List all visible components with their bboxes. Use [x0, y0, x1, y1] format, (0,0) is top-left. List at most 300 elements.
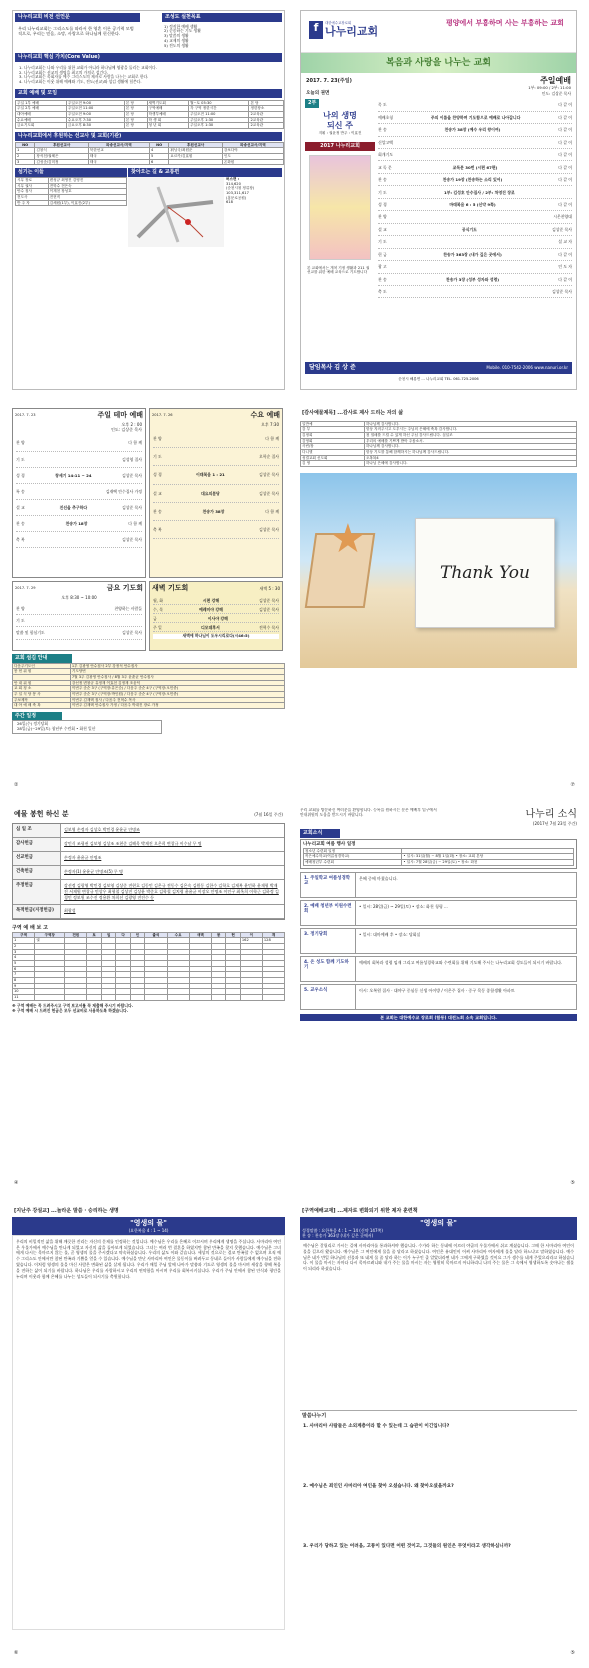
table-cell: 청소년 수련회 일정 [304, 848, 402, 854]
offering-type: 목적헌금(지정헌금) [13, 905, 61, 918]
wed-row [153, 430, 279, 448]
wednesday-service [149, 408, 283, 578]
dawn-row [153, 596, 279, 605]
offering-names: 김보영 손정자 김상호 박민경 윤윤균 안명조 [64, 827, 140, 833]
thanks-row [301, 461, 577, 467]
table-cell [101, 994, 115, 1000]
offering-row [13, 880, 284, 905]
row-field: 찬 양 [16, 440, 25, 446]
table-cell: 감 부 [301, 427, 365, 433]
row-field: 묵 도 [378, 102, 387, 108]
core-value-item: 4. 나누리교회는 이웃 위해 예배와 기도, 전도(선교)와 섬김 생활에 힘쓴다. [19, 79, 142, 85]
row-field: 축 복 [153, 526, 162, 532]
order-row [378, 161, 572, 173]
row-field: 말씀 및 합심기도 [16, 630, 45, 636]
table-cell [226, 994, 240, 1000]
dawn-title: 새벽 기도회 [152, 584, 189, 592]
table-cell: 장석천/권혜은 [35, 154, 88, 160]
practice-item: 4) 교제의 생활 [164, 38, 189, 44]
core-value-item: 1. 나누리교회는 나와 우리를 위한 교회가 아니라 하나님께 영광을 돌리는 교회이다. [19, 64, 157, 70]
wed-title: 수요 예배 [250, 411, 280, 419]
banner: 복음과 사랑을 나누는 교회 [301, 53, 576, 73]
table-cell: 일반예 [301, 421, 365, 427]
news-item-text: • 일시: 대마예배 후 • 장소: 당회실 [359, 931, 421, 937]
table-cell: 본 당 [124, 100, 147, 106]
table-cell: 주일오후 1:30 [189, 123, 249, 129]
table-cell: 강선정 변창규 유정재 이효천 김정재 조윤덕 [70, 680, 284, 686]
sunday-row [16, 484, 142, 500]
offering-row [13, 838, 284, 852]
sermon-page-title: [지난주 강설교] ...놀라운 말씀 · 승리하는 생명 [14, 1208, 119, 1214]
row-field [387, 289, 552, 294]
news-item-title: 2. 예배 청년부 이원수련회 [301, 901, 356, 925]
row-field [25, 457, 122, 462]
table-cell: 교 회 청 소 [13, 686, 71, 692]
table-cell: 대 아 예 배 축 복 [13, 703, 71, 709]
row-field: 찬 양 [153, 436, 162, 442]
table-cell [35, 994, 65, 1000]
service-name: 주일예배 [540, 76, 571, 85]
offering-names: 강선정 김광영 박민경 김보영 김상준 전현호 김동민 김은규 전동수 김은숙 김원동 김한수 김학호 김재복 윤민하 윤재형 박재진 서재원 변창규 민상우 최형철 김상진 김상윤 박준호 김학철 김치령 윤윤균 이장오 안명조 이인구 최옥희 이학근 김하정 김경민 정보원 조수진 정용환 차희선 김광영 전진수 등 [64, 883, 279, 901]
table-cell: 요르카/김효원 [169, 154, 222, 160]
column-header: 토 [87, 932, 101, 938]
row-field: 다 같 이 [558, 201, 572, 207]
table-cell: 1 [16, 148, 35, 154]
table-cell: 김 영 [301, 461, 365, 467]
wed-row [153, 466, 279, 484]
row-field: 다 함 께 [128, 440, 142, 446]
table-cell: 6 [13, 966, 35, 972]
summer-title: 나누리교회 여름 행사 일정 [303, 841, 356, 847]
row-field [162, 436, 265, 441]
side-badge: 2부 [305, 99, 319, 108]
table-cell [262, 994, 284, 1000]
news-item-text: 예배의 회복과 성령 임재 그리고 여름성경학교와 수련회를 위해 기도해 주시는 나누리교회 성도들이 되시기 바랍니다. [359, 959, 563, 965]
wed-row [153, 521, 279, 539]
bus-item: 314,620 [226, 181, 241, 186]
dawn-row [153, 614, 279, 623]
table-cell: 1 [13, 938, 35, 944]
row-field: 기 도 [16, 618, 25, 624]
order-row [378, 137, 572, 149]
study-hymn: 찬 송 : 찬송가 363장 (내가 깊은 곳에서) [302, 1232, 374, 1238]
service-leader: 인도: 김상준 목사 [541, 90, 571, 96]
table-cell: 월~토 05:30 [189, 100, 249, 106]
table-cell [145, 994, 167, 1000]
summer-table [303, 848, 574, 866]
row-field [387, 264, 558, 269]
row-field: 주 일 [153, 624, 162, 630]
table-cell: 시무 장로 [16, 177, 49, 183]
column-header: 계 [262, 932, 284, 938]
row-field: 다 같 이 [558, 251, 572, 257]
order-row [378, 261, 572, 273]
table-cell: 4 [13, 955, 35, 961]
sunday-row [16, 516, 142, 532]
sunday-row [16, 435, 142, 451]
table-cell: 전도사 [16, 194, 49, 200]
column-header: 수요 [167, 932, 189, 938]
table-cell: 수요예배 [16, 117, 67, 123]
column-header: 헌 [226, 932, 240, 938]
news-item [300, 900, 577, 926]
column-header: 전원 [65, 932, 87, 938]
offering-row [13, 866, 284, 880]
row-field: 김상준 목사 [121, 630, 142, 636]
discussion-question: 1. 사마리아 사람들은 소외계층이라 할 수 있는데 그 습관이 이긴입니다? [303, 1424, 450, 1430]
row-field: 신앙고백 [378, 139, 394, 145]
location-map [128, 177, 224, 247]
page-6 [12, 1206, 285, 1658]
row-field [393, 140, 558, 145]
offering-row [13, 852, 284, 866]
sunday-row [16, 532, 142, 548]
table-cell: 사빈/장 [301, 444, 365, 450]
table-cell [240, 994, 262, 1000]
core-value-item: 2. 나누리교회는 선교의 생명을 최고의 가치로 섬긴다. [19, 69, 109, 75]
service-row [16, 123, 284, 129]
mission-row [16, 159, 284, 165]
report-title: 구역 예 배 보 고 [12, 925, 48, 932]
dawn-row [153, 605, 279, 614]
order-row [378, 211, 572, 223]
news-section-title: 교회소식 [300, 829, 340, 838]
table-cell: 안수 집사 [16, 189, 49, 195]
bus-item: 618 [226, 200, 233, 205]
dawn-time: 새벽 5 : 30 [259, 585, 280, 591]
church-note: 본 교회에서는 개척 기정 생활과 211 권 선교를 위한 예배 교육으로 기도합니다 [307, 265, 370, 275]
table-cell: 본 당 [124, 123, 147, 129]
wed-row [153, 503, 279, 521]
row-field: 찬송가 38장 (예수 우리 왕이여) [444, 127, 501, 133]
sunday-row [16, 500, 142, 516]
row-field: 마태복음 6 : 5 (신약 9쪽) [449, 201, 496, 207]
row-field: 김상준 목사 [258, 472, 279, 478]
row-field [25, 537, 122, 542]
table-cell [167, 994, 189, 1000]
offering-names: 최광성 [64, 908, 76, 914]
cover-left-page [12, 10, 285, 390]
row-field: 찬양하는 사람들 [114, 606, 142, 612]
table-cell: 이번주 김재택 안수집사 가정 / 다음주 박대진 장로 가정 [70, 703, 284, 709]
table-cell: 다음주기도인 [13, 663, 71, 669]
table-cell: 7 [13, 972, 35, 978]
table-cell [116, 994, 130, 1000]
practice-list [162, 23, 282, 52]
page-number: ⑦ [570, 781, 575, 788]
table-cell: 주일오후 1:30 [189, 117, 249, 123]
row-field: 찬송가 38장 [202, 508, 225, 514]
row-field: 특 송 [16, 488, 25, 494]
news-item-title: 1. 주일학교 여름성경학교 [301, 873, 356, 897]
offering-names: 손정자(1) 윤윤균 안명조(5) 무 명 [64, 869, 123, 875]
offering-type: 십 일 조 [13, 824, 61, 837]
row-field: 교독문 30번 (시편 67편) [452, 164, 498, 170]
weekly-title: 주간 일정 [12, 712, 62, 721]
table-cell: 2 [13, 943, 35, 949]
vision-text: 우리 나누리교회는 그리스도를 따라서 한 영혼 이른 공기력 모범적으로, 우리는 믿음, 소망, 사랑으로 하나님께 헌신한다. [18, 25, 134, 36]
practice-item: 1) 정직한 예배 생활 [164, 23, 198, 29]
table-cell: 주보제작 [13, 697, 71, 703]
row-field: 찬송가 3장 (성부 성자와 성령) [445, 276, 500, 282]
row-field [25, 489, 106, 494]
info-title: 섬기는 이들 [15, 168, 127, 177]
table-cell: 128 [262, 938, 284, 944]
row-field: 다 같 이 [558, 276, 572, 282]
staff-row [16, 200, 127, 206]
thanks-title: [감사예물제목] ...감사로 제사 드리는 자의 삶 [302, 410, 404, 416]
row-field: 다 같 이 [558, 152, 572, 158]
news-item-title: 4. 온 성도 함께 기도하기 [301, 957, 356, 981]
sermon-reference: (요한복음 4 : 1 ~ 14) [128, 1227, 169, 1233]
sunday-row [16, 452, 142, 468]
table-cell: 반 주 자 [16, 200, 49, 206]
service-time: 1부: 09:00 / 2부: 11:00 [528, 85, 571, 91]
row-field: 월, 화 [153, 597, 163, 603]
row-field: 찬 송 [378, 276, 387, 282]
order-row [378, 224, 572, 236]
row-field: 금 [153, 615, 157, 621]
table-cell: 청 년 회 [147, 123, 189, 129]
choir-info: 지휘 : 권윤정 반주 : 이효진 [318, 131, 362, 136]
table-cell: 우리의 예배를 기쁘게 받아 주옵소서. [364, 438, 576, 444]
table-cell: 4 [149, 148, 168, 154]
table-cell: 안 내 위 원 [13, 680, 71, 686]
row-field [387, 214, 553, 219]
map-title: 찾아오는 길 & 교통편 [128, 168, 282, 177]
table-cell: 구역예배 [147, 106, 189, 112]
row-field: 이사야 강해 [207, 615, 228, 621]
column-header: 출석 [145, 932, 167, 938]
row-field: 기 도 [153, 454, 162, 460]
table-cell: 금요기도회 [16, 123, 67, 129]
row-field: 김성영 집사 [121, 456, 142, 462]
row-field: 다 같 이 [558, 177, 572, 183]
order-row [378, 199, 572, 211]
table-cell: 첫 열매를 드릴 수 있게 하신 주님 감사드립니다. 십일조 [364, 432, 576, 438]
table-cell: 김성준/김미정 [35, 159, 88, 165]
row-field: 다 같 이 [558, 164, 572, 170]
fri-row [16, 615, 142, 627]
row-field: 찬 송 [16, 520, 25, 526]
services-table [15, 100, 284, 129]
column-header: 후원선교사 [35, 142, 88, 148]
table-cell: 주일오전 9:00 [66, 112, 124, 118]
table-cell: 김창식 [35, 148, 88, 154]
table-cell: 휘닝국/최원준 [169, 148, 222, 154]
row-field: 디모데후서 [200, 624, 220, 630]
sunday-leader: 인도: 김상준 목사 [111, 427, 142, 433]
page-3 [300, 408, 577, 790]
news-item-text: 이시: 오복원 집사 · 대야구 중심동 신생 아이방 / 이은주 집사 · 중구 목동 종합생활 아파트 [359, 987, 515, 993]
row-field: 성 경 [153, 472, 162, 478]
column-header: 새벽 [189, 932, 211, 938]
table-cell: 예배청년부 수련회 [304, 859, 402, 865]
church-name: 나누리교회 [325, 25, 379, 38]
row-field: 기 도 [378, 189, 387, 195]
table-cell [130, 994, 144, 1000]
row-field: 김상준 목사 [258, 490, 279, 496]
row-field: 수, 목 [153, 606, 163, 612]
row-field [25, 618, 142, 623]
church-address: 순천시 해룡면 ... 나누리교회 TEL. 061-725-2006 [398, 377, 479, 381]
serve-row [13, 703, 285, 709]
discussion-question: 3. 우리가 당하고 있는 어려움, 고통이 있다면 어떤 것이고, 그것들의 원인은 무엇이라고 생각하십니까? [303, 1544, 511, 1550]
table-cell: 이재천 장성호 [48, 189, 126, 195]
row-field: 진선을 추구하다 [59, 504, 88, 510]
row-field: 대요의분당 [200, 490, 220, 496]
table-cell: 변성규 최영진 김영진 [48, 177, 126, 183]
offering-type: 건축헌금 [13, 866, 61, 879]
table-cell: 5 [13, 960, 35, 966]
sermon-title: "영생의 물" [130, 1218, 167, 1227]
row-field: 축 도 [378, 289, 387, 295]
row-field: 예레미야 강해 [199, 606, 223, 612]
study-page-title: [구역예배교재] ...제자로 변화되기 위한 제자 훈련책 [302, 1208, 418, 1214]
column-header: 후원선교사 [169, 142, 222, 148]
promo-image [309, 155, 371, 260]
row-field: 1부: 김성호 안수집사 / 2부: 차영진 장로 [444, 189, 515, 195]
weekly-item: 28일(금)~29일(토) 청년부 수련회 • 화천 일산 [17, 726, 96, 732]
page-number: ④ [14, 1179, 19, 1186]
table-cell: • 일시: 7월 28일(금) ~ 29일(토) • 장소: 화천 [402, 859, 574, 865]
offering-row [13, 824, 284, 838]
table-cell [87, 994, 101, 1000]
order-row [378, 249, 572, 261]
table-cell [169, 159, 222, 165]
page-number: ② [14, 781, 19, 788]
page-4 [12, 808, 285, 1188]
table-cell: 북한선교 [88, 148, 149, 154]
wed-time: 오후 7:30 [261, 422, 279, 428]
order-row [378, 174, 572, 186]
row-field: 설 교 [16, 504, 25, 510]
table-cell: 2교육관 [249, 117, 284, 123]
order-row [378, 124, 572, 136]
offering-type: 주정헌금 [13, 880, 61, 904]
table-cell: 2교육관 [249, 112, 284, 118]
practice-title: 조성도 실천목표 [162, 13, 282, 22]
vision-title: 나누리교회 비전 선언문 [15, 13, 140, 22]
row-field: 다 같 이 [558, 127, 572, 133]
table-cell: 새벽기도회 [147, 100, 189, 106]
row-field: 다 함 께 [265, 508, 279, 514]
table-cell: 1부 김광영 안수집사 2부 강정석 안수집사 [70, 663, 284, 669]
study-title: "영생의 물" [420, 1218, 457, 1227]
news-item [300, 984, 577, 1010]
fri-date: 2017. 7. 29 [15, 586, 36, 591]
column-header: 구역장 [35, 932, 65, 938]
table-cell: 전학수 전은숙 [48, 183, 126, 189]
sunday-row [16, 468, 142, 484]
sunday-time: 오후 2 : 00 [121, 422, 142, 428]
table-cell [65, 994, 87, 1000]
table-cell: 이번주 준순 3구 (구역장:박인원) / 다음주 준순 4구 (구역장:오민중) [70, 691, 284, 697]
order-of-worship [375, 99, 572, 298]
serve-info-table [12, 663, 285, 709]
report-row [13, 994, 285, 1000]
row-field: 김상준 목사 [121, 472, 142, 478]
row-field: 기 도 [378, 239, 387, 245]
table-cell: 하나님께 감사합니다. [364, 421, 576, 427]
column-header: 인 [130, 932, 144, 938]
row-field [393, 152, 558, 157]
pastor-name: 담임목사 김 상 준 [309, 364, 356, 371]
table-cell: 3 [16, 159, 35, 165]
row-field [25, 606, 115, 611]
column-header: 다 [116, 932, 130, 938]
column-header: NO [16, 142, 35, 148]
report-note: ※ 구역 예배 시 드려진 헌금은 모두 선교비로 사용하도록 하겠습니다. [12, 1007, 129, 1013]
row-field: 주의 이름을 찬양하며 기도함으로 예배로 나아갑니다 [430, 114, 521, 120]
table-cell: 이번주 김재택 집사 / 다음주 전혁수 목사 [70, 697, 284, 703]
wed-row [153, 485, 279, 503]
dawn-prayer [149, 581, 283, 651]
table-cell: 주일오전 11:00 [189, 112, 249, 118]
core-value-item: 3. 나누리교회는 목회자를 예수 그리스도의 제자로 사람을 나누는 교회로 한다. [19, 74, 149, 80]
discussion-title: 말씀나누기 [300, 1410, 577, 1422]
row-field: 인 도 자 [558, 264, 572, 270]
row-field: 찬 송 [378, 177, 387, 183]
table-cell: 본 당 [124, 112, 147, 118]
info-table [15, 177, 127, 206]
row-field: 다 같 이 [558, 114, 572, 120]
welcome-text: 우리 교회를 방문하신 여러분을 환영합니다. 등록을 원하시는 분은 예배후 입구에서 안내위원의 도움을 받으시기 바랍니다. [300, 808, 437, 817]
news-item [300, 928, 577, 954]
practice-item: 3) 말씀의 생활 [164, 33, 189, 39]
table-cell [211, 994, 225, 1000]
table-cell: 정한장소 [249, 106, 284, 112]
table-cell: 주일오전 9:00 [66, 100, 124, 106]
table-cell: 다니엘 [301, 449, 365, 455]
table-cell: 봉 헌 위 원 [13, 669, 71, 675]
row-field: 찬 양 [378, 214, 387, 220]
table-cell: 김세원(1부), 이효진(2부) [48, 200, 126, 206]
discussion-question: 2. 예수님은 죄인인 사마리아 여인을 찾아 오셨습니다. 왜 찾아오셨을까요? [303, 1484, 454, 1490]
news-item [300, 956, 577, 982]
row-field [387, 102, 558, 107]
row-field: 광 고 [378, 264, 387, 270]
news-title: 나누리 소식 [525, 809, 577, 820]
church-marker-icon [185, 219, 191, 225]
row-field: 이태복음 1 : 21 [195, 472, 225, 478]
row-field: 김상준 목사 [258, 526, 279, 532]
order-row [378, 186, 572, 198]
column-header: 구역 [13, 932, 35, 938]
table-cell: 하나님께 감사합니다. [364, 444, 576, 450]
column-header: 파송선교사/지역 [222, 142, 283, 148]
row-field [162, 527, 259, 532]
table-cell: 작은예수학교(여름성경학교) [304, 854, 402, 860]
order-row [378, 149, 572, 161]
offering-row [13, 905, 284, 919]
table-cell [189, 994, 211, 1000]
sermon-body: 우리의 비밀적인 삶을 위해 깨끗한 진리는 자신의 문제를 인정하는 것입니다. 예수님은 우리를 은혜로 이끄시며 우리에게 생명을 주십니다. 사마리아 여인은 우물가에서 예수님을 만나게 되었고 자신의 삶을 돌아보게 되었습니다. 그녀는 여러 번 결혼을 하였지만 참된 만족을 찾지 못했습니다. 예수님은 그녀에게 다시는 목마르지 않는 물, 곧 영생의 물을 주시겠다고 약속하셨습니다. 우리의 삶도 이와 같습니다. 세상의 것으로는 결코 만족할 수 없으며 오직 예수 그리스도 안에서만 참된 만족과 기쁨을 얻을 수 있습니다. 예수님을 만난 사마리아 여인은 물동이를 버려두고 동네로 들어가 사람들에게 예수님을 전하였습니다. 이처럼 영생의 물을 마신 사람은 변화된 삶을 살게 됩니다. 우리가 매일 주님 앞에 나아가 말씀과 기도로 영생의 물을 마시며 세상을 향해 복음을 전하는 삶이 되기를 바랍니다. 하나님은 우리를 사랑하시고 우리의 연약함을 아시며 우리를 회복시키십니다. 우리가 주님 안에서 참된 안식과 평안을 누리며 이웃과 함께 은혜를 나누는 성도들이 되시기를 축원합니다. [12, 1235, 285, 1630]
row-field: 찬 송 [153, 508, 162, 514]
row-field [45, 630, 122, 635]
row-field: 김상준 목사 [551, 226, 572, 232]
core-value-list [13, 64, 284, 88]
table-cell: 본 당 [124, 106, 147, 112]
offering-names: 강민식 조평권 김보영 김상조 조현준 김해욱 박재진 오은희 변창규 이수남 무 명 [64, 841, 202, 847]
practice-item: 2) 순종하는 기도 생활 [164, 28, 201, 34]
table-cell: 태국 [88, 159, 149, 165]
page-number: ⑤ [570, 1649, 575, 1656]
table-cell: 시무 권사 [16, 183, 49, 189]
row-field: 창세기 14:11 ~ 24 [55, 472, 92, 478]
friday-prayer [12, 581, 146, 651]
news-date: (2017년 7월 23일 주간) [532, 821, 577, 826]
